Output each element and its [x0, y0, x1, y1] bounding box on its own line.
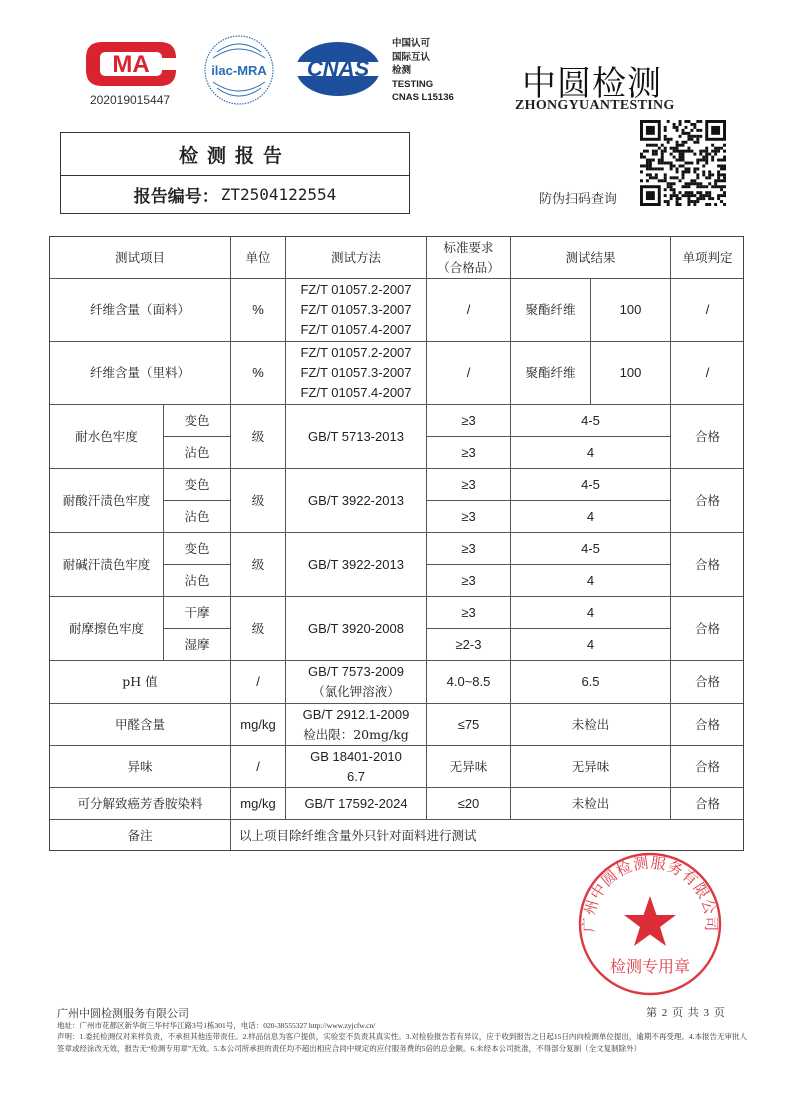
row-fiber-type-text: 聚酯纤维: [525, 302, 576, 317]
row-test-item: [49, 278, 230, 341]
row-standard: [426, 596, 510, 628]
row-test-item: [49, 404, 163, 468]
row-judgement: [670, 278, 744, 341]
brand-name-cn: 中圆检测: [522, 66, 662, 103]
row-test-result: [510, 703, 670, 745]
cnas-line: CNAS L15136: [392, 92, 454, 103]
row-test-item-text: 异味: [127, 758, 153, 774]
row-test-result-text: 4: [586, 444, 595, 460]
row-test-method-text: 6.7: [346, 768, 366, 784]
row-standard: [426, 500, 510, 532]
row-test-item-text: 耐摩擦色牢度: [68, 620, 144, 636]
row-test-method-text: GB/T 17592-2024: [304, 795, 408, 811]
row-unit: [230, 787, 285, 819]
row-standard: [426, 745, 510, 787]
row-unit-text: /: [256, 758, 260, 774]
row-test-result-text: 6.5: [581, 674, 600, 689]
row-test-result: [510, 745, 670, 787]
row-judgement-text: 合格: [694, 620, 720, 636]
row-fiber-value-text: 100: [619, 302, 642, 317]
row-sub-item: [163, 404, 230, 436]
row-test-result-text: 未检出: [571, 795, 610, 811]
row-test-item: [49, 532, 163, 596]
row-judgement: [670, 787, 744, 819]
header-standard: [426, 236, 510, 278]
row-fiber-value: [590, 278, 670, 341]
row-test-item: [49, 660, 230, 703]
row-standard: [426, 468, 510, 500]
remark-label: [49, 819, 230, 851]
row-test-item: [49, 745, 230, 787]
row-judgement: [670, 596, 744, 660]
row-test-item: [49, 703, 230, 745]
row-test-method-text: FZ/T 01057.4-2007: [300, 385, 412, 400]
row-test-result: [510, 564, 670, 596]
row-unit: [230, 532, 285, 596]
row-unit: [230, 745, 285, 787]
cnas-logo: [292, 40, 384, 98]
row-test-method-text: GB/T 3922-2013: [308, 492, 404, 508]
results-table: [49, 236, 744, 851]
row-unit-text: mg/kg: [240, 716, 276, 732]
row-unit-text: 级: [251, 428, 265, 444]
row-sub-item: [163, 532, 230, 564]
row-test-item-text: pH 值: [122, 674, 158, 689]
row-unit-text: %: [252, 365, 264, 380]
row-sub-item: [163, 596, 230, 628]
row-unit-text: mg/kg: [240, 795, 276, 811]
row-standard-text: ≤20: [457, 795, 480, 811]
header-judgement-text: 单项判定: [682, 249, 733, 265]
ilac-logo-text: ilac-MRA: [211, 63, 267, 78]
cnas-line: 中国认可: [392, 38, 431, 49]
row-test-method: [285, 404, 426, 468]
row-test-result: [510, 787, 670, 819]
row-test-item: [49, 596, 163, 660]
row-test-method-text: FZ/T 01057.3-2007: [300, 302, 412, 317]
row-sub-item-text: 变色: [184, 540, 210, 556]
row-unit-text: %: [252, 302, 264, 317]
report-number: ZT2504122554: [220, 185, 337, 204]
row-test-method-text: GB/T 5713-2013: [308, 428, 404, 444]
row-test-result-text: 4-5: [581, 476, 600, 492]
header-test-result-text: 测试结果: [565, 249, 616, 265]
row-sub-item: [163, 500, 230, 532]
cnas-line: 国际互认: [392, 51, 431, 63]
row-standard-text: /: [466, 302, 471, 317]
row-test-result-text: 4: [586, 604, 595, 620]
row-test-result: [510, 596, 670, 628]
row-sub-item-text: 湿摩: [184, 636, 210, 652]
row-test-result: [510, 404, 670, 436]
row-test-method-text: FZ/T 01057.3-2007: [300, 365, 412, 380]
row-unit-text: 级: [251, 620, 265, 636]
header-standard-text: 标准要求: [443, 239, 494, 255]
row-test-result: [510, 436, 670, 468]
row-unit: [230, 703, 285, 745]
cma-logo: [82, 38, 180, 90]
svg-text:MA: MA: [112, 51, 150, 78]
row-unit: [230, 278, 285, 341]
page-indicator: 第 2 页 共 3 页: [646, 1007, 726, 1019]
row-test-method: [285, 532, 426, 596]
row-test-method-text: GB/T 2912.1-2009: [302, 706, 410, 722]
row-test-method-text: GB/T 3920-2008: [308, 620, 404, 636]
row-test-method: [285, 596, 426, 660]
row-test-item-text: 耐碱汗渍色牢度: [62, 556, 151, 572]
inspection-seal-stamp: [574, 848, 726, 1000]
row-test-item: [49, 468, 163, 532]
row-test-method: [285, 341, 426, 404]
row-unit-text: 级: [251, 492, 265, 508]
row-test-item-text: 甲醛含量: [114, 716, 165, 732]
cnas-accreditation-text: [392, 37, 454, 105]
row-test-method: [285, 787, 426, 819]
footer-address: 地址：广州市花都区新华街三华村华江路3号1栋301号，电话：020-38555327 http://www.zyjcfw.cn/: [57, 1021, 376, 1030]
row-judgement-text: 合格: [694, 716, 720, 732]
row-test-item-text: 耐酸汗渍色牢度: [62, 492, 151, 508]
row-standard-text: ≥3: [461, 540, 476, 556]
row-sub-item-text: 变色: [184, 412, 210, 428]
row-sub-item-text: 沾色: [184, 572, 210, 588]
row-test-method-text: FZ/T 01057.4-2007: [300, 322, 412, 337]
row-test-result-text: 4: [586, 508, 595, 524]
row-sub-item: [163, 468, 230, 500]
row-test-result-text: 4: [586, 636, 595, 652]
row-unit: [230, 404, 285, 468]
row-judgement-text: 合格: [694, 556, 720, 572]
row-test-method-text: FZ/T 01057.2-2007: [300, 282, 412, 297]
row-test-result-text: 4-5: [581, 412, 600, 428]
row-test-item: [49, 341, 230, 404]
row-test-result: [510, 500, 670, 532]
row-standard-text: ≤75: [457, 716, 480, 732]
row-sub-item-text: 沾色: [184, 444, 210, 460]
row-test-item-text: 可分解致癌芳香胺染料: [77, 795, 203, 811]
row-standard: [426, 628, 510, 660]
row-standard: [426, 660, 510, 703]
row-standard-text: /: [466, 365, 471, 380]
row-judgement: [670, 532, 744, 596]
row-standard: [426, 703, 510, 745]
header-test-method: [285, 236, 426, 278]
row-judgement-text: 合格: [694, 492, 720, 508]
row-standard: [426, 564, 510, 596]
row-judgement: [670, 703, 744, 745]
row-judgement-text: 合格: [694, 758, 720, 774]
row-sub-item: [163, 436, 230, 468]
row-sub-item-text: 沾色: [184, 508, 210, 524]
row-test-method: [285, 745, 426, 787]
row-unit-text: 级: [251, 556, 265, 572]
ilac-mra-logo: [203, 34, 275, 106]
cnas-line: 检测: [392, 65, 412, 76]
row-judgement-text: 合格: [694, 795, 720, 811]
row-judgement-text: /: [705, 302, 710, 317]
header-standard-text: （合格品）: [437, 259, 500, 275]
row-sub-item: [163, 564, 230, 596]
footer-company: 广州中圆检测服务有限公司: [57, 1008, 189, 1020]
row-test-result-text: 无异味: [571, 758, 610, 774]
row-test-method-text: （氯化钾溶液）: [312, 684, 400, 699]
header-unit-text: 单位: [245, 249, 271, 265]
header-test-item: [49, 236, 230, 278]
row-unit-text: /: [256, 674, 260, 689]
row-standard: [426, 404, 510, 436]
row-sub-item: [163, 628, 230, 660]
row-test-item: [49, 787, 230, 819]
row-judgement-text: 合格: [694, 674, 720, 689]
header-unit: [230, 236, 285, 278]
row-test-method-text: GB/T 7573-2009: [308, 664, 404, 679]
row-fiber-type-text: 聚酯纤维: [525, 365, 576, 380]
row-fiber-type: [510, 341, 590, 404]
row-test-item-text: 纤维含量（面料）: [89, 302, 190, 317]
svg-text:CNAS: CNAS: [306, 56, 370, 81]
row-test-item-text: 耐水色牢度: [75, 428, 138, 444]
report-title: 检测报告: [61, 133, 409, 176]
row-standard-text: ≥3: [461, 476, 476, 492]
header-test-method-text: 测试方法: [330, 249, 381, 265]
cma-number: 202019015447: [89, 93, 171, 107]
row-judgement: [670, 660, 744, 703]
row-judgement-text: 合格: [694, 428, 720, 444]
row-test-result: [510, 628, 670, 660]
row-test-method: [285, 703, 426, 745]
stamp-bottom-text: 检测专用章: [609, 957, 691, 976]
row-test-result-text: 4-5: [581, 540, 600, 556]
row-judgement: [670, 468, 744, 532]
row-unit: [230, 341, 285, 404]
header-test-result: [510, 236, 670, 278]
row-test-method: [285, 468, 426, 532]
row-test-method: [285, 278, 426, 341]
row-standard: [426, 532, 510, 564]
row-fiber-value-text: 100: [619, 365, 642, 380]
row-standard-text: 4.0~8.5: [446, 674, 491, 689]
row-unit: [230, 660, 285, 703]
remark-text: [230, 819, 744, 851]
stamp-arc-text: 广州中圆检测服务有限公司: [579, 853, 721, 933]
row-unit: [230, 596, 285, 660]
report-title-box: [60, 132, 410, 214]
header-judgement: [670, 236, 744, 278]
row-test-method-text: GB 18401-2010: [310, 748, 402, 764]
row-test-method: [285, 660, 426, 703]
qr-code-label: 防伪扫码查询: [539, 191, 618, 206]
row-test-result-text: 4: [586, 572, 595, 588]
row-test-method-text: 检出限：20mg/kg: [303, 726, 409, 742]
row-test-result: [510, 660, 670, 703]
row-judgement-text: /: [705, 365, 710, 380]
row-sub-item-text: 干摩: [184, 604, 210, 620]
row-judgement: [670, 341, 744, 404]
report-number-label: 报告编号：: [133, 187, 219, 207]
qr-code-icon[interactable]: [640, 120, 726, 206]
row-standard-text: ≥2-3: [455, 636, 482, 652]
star-icon: [624, 896, 676, 946]
row-test-item-text: 纤维含量（里料）: [89, 365, 190, 380]
row-standard-text: ≥3: [461, 508, 476, 524]
row-unit: [230, 468, 285, 532]
row-sub-item-text: 变色: [184, 476, 210, 492]
row-standard-text: ≥3: [461, 412, 476, 428]
row-standard: [426, 436, 510, 468]
row-standard-text: 无异味: [449, 758, 488, 774]
row-test-result: [510, 532, 670, 564]
row-standard: [426, 787, 510, 819]
row-standard-text: ≥3: [461, 604, 476, 620]
row-test-method-text: FZ/T 01057.2-2007: [300, 345, 412, 360]
report-number-row: [61, 176, 409, 213]
cnas-line: TESTING: [392, 78, 434, 90]
row-standard: [426, 341, 510, 404]
row-standard-text: ≥3: [461, 444, 476, 460]
row-judgement: [670, 404, 744, 468]
row-standard-text: ≥3: [461, 572, 476, 588]
header-test-item-text: 测试项目: [114, 249, 165, 265]
row-fiber-type: [510, 278, 590, 341]
remark-text-text: 以上项目除纤维含量外只针对面料进行测试: [239, 827, 477, 843]
row-fiber-value: [590, 341, 670, 404]
row-standard: [426, 278, 510, 341]
footer-declaration: 声明：1.委托检测仅对来样负责，不承担其他连带责任。2.样品信息为客户提供，实验室不负责其真实性。3.对检验报告若有异议，应于收到报告之日起15日内向检测单位提出，逾期不再受理。4.本报告无审批人签章或经涂改无效，报告无“检测专用章”无效。5.本公司所承担的责任均不超出相应合同中规定的应付服务费的5倍的总金额。6.未经本公司批准，不得部分复制（全文复制除外）: [57, 1032, 747, 1053]
row-test-result-text: 未检出: [571, 716, 610, 732]
row-judgement: [670, 745, 744, 787]
row-test-result: [510, 468, 670, 500]
remark-label-text: 备注: [127, 827, 153, 843]
brand-name-en: ZHONGYUANTESTING: [515, 98, 675, 113]
row-test-method-text: GB/T 3922-2013: [308, 556, 404, 572]
